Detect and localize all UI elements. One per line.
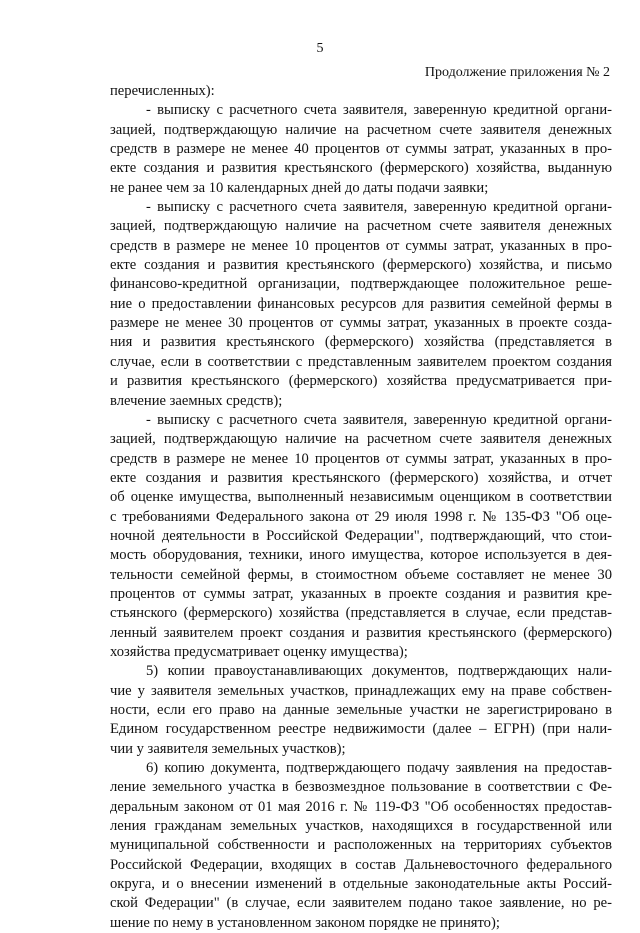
text-line: - выписку с расчетного счета заявителя, заверенную кредитной органи- <box>146 411 612 428</box>
text-line: случае, если в соответствии с представленным заявителем проектом создания <box>110 353 612 370</box>
text-line: ской Федерации" (в случае, если заявителем подано такое заявление, но ре- <box>110 895 612 912</box>
text-line: ности, если его право на данные земельные участки не зарегистрировано в <box>110 702 612 718</box>
text-line: 5) копии правоустанавливающих документов, подтверждающих нали- <box>146 663 612 680</box>
text-line: об оценке имущества, выполненный независимым оценщиком в соответствии <box>110 489 612 506</box>
text-line: зацией, подтверждающую наличие на расчетном счете заявителя денежных <box>110 218 612 235</box>
text-line: екте создания и развития крестьянского (фермерского) хозяйства, и отчет <box>110 469 612 486</box>
text-line: перечисленных): <box>110 83 215 99</box>
text-line: тельности семейной фермы, в стоимостном объеме составляет не менее 30 <box>110 566 612 583</box>
document-body <box>110 82 612 933</box>
text-line: шение по нему в установленном законом порядке не принято); <box>110 914 500 931</box>
text-line: процентов от суммы затрат, указанных в проекте создания и развития кре- <box>110 585 612 602</box>
text-line: ление земельного участка в безвозмездное пользование в соответствии с Фе- <box>110 779 612 796</box>
text-line: округа, и о внесении изменений в отдельные законодательные акты Россий- <box>110 876 612 893</box>
text-line: чие у заявителя земельных участков, принадлежащих ему на праве собствен- <box>110 682 612 699</box>
text-line: зацией, подтверждающую наличие на расчетном счете заявителя денежных <box>110 431 612 448</box>
page-number: 5 <box>316 41 324 56</box>
text-line: деральным законом от 01 мая 2016 г. № 119-ФЗ "Об особенностях предостав- <box>110 798 612 815</box>
text-line: 6) копию документа, подтверждающего подачу заявления на предостав- <box>146 760 612 777</box>
text-line: - выписку с расчетного счета заявителя, заверенную кредитной органи- <box>146 102 612 119</box>
text-line: ленный заявителем проект создания и развития крестьянского (фермерского) <box>110 624 612 641</box>
text-line: средств в размере не менее 40 процентов от суммы затрат, указанных в про- <box>110 141 612 158</box>
continuation-label: Продолжение приложения № 2 <box>424 65 610 80</box>
text-line: ния и развития крестьянского (фермерского) хозяйства (представляется в <box>110 334 612 351</box>
text-line: Едином государственном реестре недвижимости (далее – ЕГРН) (при нали- <box>110 721 612 738</box>
text-line: размере не менее 30 процентов от суммы затрат, указанных в проекте созда- <box>110 315 612 332</box>
text-line: финансово-кредитной организации, подтверждающее положительное реше- <box>110 276 612 293</box>
text-line: ночной деятельности в Российской Федерации", подтверждающий, что стои- <box>110 527 612 544</box>
text-line: ние о предоставлении финансовых ресурсов для развития семейной фермы в <box>110 295 612 312</box>
text-line: муниципальной собственности и расположенных на территориях субъектов <box>110 837 612 854</box>
text-line: хозяйства предусматривает оценку имущества); <box>110 643 408 660</box>
text-line: чии у заявителя земельных участков); <box>110 740 346 757</box>
text-line: стьянского (фермерского) хозяйства (представляется в случае, если представ- <box>110 605 612 622</box>
text-line: средств в размере не менее 10 процентов от суммы затрат, указанных в про- <box>110 237 612 254</box>
text-line: не ранее чем за 10 календарных дней до даты подачи заявки; <box>110 179 489 196</box>
text-line: и развития крестьянского (фермерского) хозяйства предусматривается при- <box>110 373 612 390</box>
text-line: - выписку с расчетного счета заявителя, заверенную кредитной органи- <box>146 199 612 216</box>
text-line: Российской Федерации, входящих в состав Дальневосточного федерального <box>110 856 612 873</box>
text-line: зацией, подтверждающую наличие на расчетном счете заявителя денежных <box>110 121 612 138</box>
text-line: екте создания и развития крестьянского (фермерского) хозяйства, и письмо <box>110 257 612 274</box>
text-line: влечение заемных средств); <box>110 392 283 409</box>
text-line: екте создания и развития крестьянского (фермерского) хозяйства, выданную <box>110 160 612 177</box>
text-line: с требованиями Федерального закона от 29 июля 1998 г. № 135-ФЗ "Об оце- <box>110 508 612 525</box>
text-line: мость оборудования, техники, иного имущества, которое используется в дея- <box>110 547 612 564</box>
text-line: ления гражданам земельных участков, находящихся в государственной или <box>110 818 612 835</box>
text-line: средств в размере не менее 10 процентов от суммы затрат, указанных в про- <box>110 450 612 467</box>
